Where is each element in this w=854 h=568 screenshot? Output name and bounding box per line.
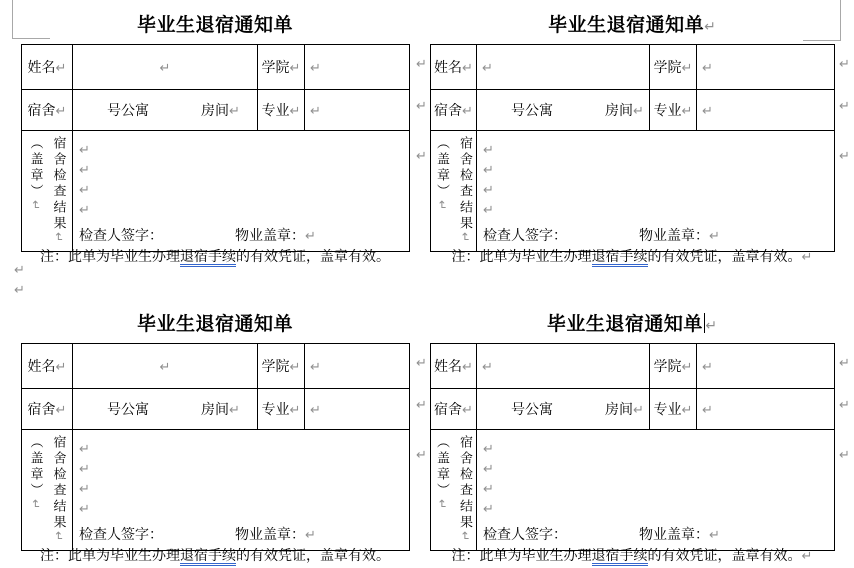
pilcrow-mark: ↵ (289, 359, 301, 374)
major-label: 专业 (653, 102, 682, 118)
pilcrow-mark: ↵ (289, 402, 301, 417)
note-suffix: 的有效凭证，盖章有效。 (236, 547, 390, 563)
row-end-mark: ↵ (416, 148, 427, 163)
note-suffix: 的有效凭证，盖章有效。 (236, 248, 390, 264)
inspector-signature-label: 检查人签字： (483, 526, 567, 542)
form-title[interactable] (21, 309, 409, 336)
note-line[interactable] (21, 545, 409, 565)
note-prefix: 注：此单为毕业生办理 (451, 248, 592, 264)
apartment-suffix-label: 号公寓 (511, 401, 553, 417)
inspector-signature-label: 检查人签字： (483, 227, 567, 243)
inspection-result-cell[interactable] (477, 131, 835, 252)
grammar-underline-text: 退宿手续 (180, 248, 236, 267)
pilcrow-mark: ↵ (681, 359, 693, 374)
major-label-cell[interactable] (258, 90, 305, 131)
pilcrow-mark: ↵ (633, 402, 644, 417)
stamp-label-vertical: （盖章）↵ (28, 435, 44, 510)
pilcrow-mark: ↵ (458, 232, 472, 243)
dorm-detail-cell[interactable] (73, 389, 258, 430)
pilcrow-mark: ↵ (483, 441, 494, 456)
pilcrow-mark: ↵ (458, 531, 472, 542)
row-end-mark: ↵ (416, 56, 427, 71)
form-title-text: 毕业生退宿通知单 (546, 314, 703, 335)
pilcrow-mark: ↵ (79, 441, 90, 456)
inspection-result-cell[interactable] (73, 430, 410, 551)
major-label: 专业 (261, 401, 290, 417)
property-stamp-label: 物业盖章： (235, 526, 305, 542)
pilcrow-mark: ↵ (310, 102, 321, 118)
pilcrow-mark: ↵ (462, 60, 473, 75)
pilcrow-mark: ↵ (435, 499, 449, 510)
dorm-label: 宿舍 (27, 401, 56, 417)
pilcrow-mark: ↵ (79, 461, 90, 476)
form-title-text: 毕业生退宿通知单 (548, 15, 705, 36)
property-stamp-label: 物业盖章： (639, 526, 709, 542)
inspection-header-cell[interactable] (431, 131, 477, 252)
college-value-cell[interactable] (305, 45, 410, 90)
note-prefix: 注：此单为毕业生办理 (40, 248, 180, 264)
name-label: 姓名 (434, 358, 463, 374)
pilcrow-mark: ↵ (681, 60, 693, 75)
stamp-label-vertical: （盖章）↵ (435, 435, 450, 510)
name-label-cell[interactable] (431, 45, 477, 90)
pilcrow-mark: ↵ (310, 358, 321, 374)
pilcrow-mark: ↵ (483, 182, 494, 197)
note-line[interactable] (430, 545, 834, 565)
pilcrow-mark: ↵ (79, 501, 90, 516)
apartment-suffix-label: 号公寓 (107, 401, 149, 417)
stamp-label-vertical: （盖章）↵ (435, 136, 450, 211)
pilcrow-mark: ↵ (310, 59, 321, 75)
name-value-cell[interactable] (477, 344, 650, 389)
dorm-label: 宿舍 (434, 401, 463, 417)
dorm-label-cell[interactable] (431, 389, 477, 430)
pilcrow-mark: ↵ (79, 182, 90, 197)
dorm-label-cell[interactable] (22, 389, 73, 430)
college-value-cell[interactable] (305, 344, 410, 389)
notice-form-top-right (427, 0, 854, 299)
dorm-detail-cell[interactable] (477, 389, 650, 430)
inspection-header-cell[interactable] (22, 430, 73, 551)
dorm-detail-cell[interactable] (477, 90, 650, 131)
pilcrow-mark: ↵ (28, 200, 43, 211)
pilcrow-mark: ↵ (55, 103, 67, 118)
pilcrow-mark: ↵ (289, 103, 301, 118)
stamp-label-vertical: （盖章）↵ (28, 136, 44, 211)
dorm-label: 宿舍 (434, 102, 463, 118)
pilcrow-mark: ↵ (801, 249, 813, 264)
pilcrow-mark: ↵ (28, 499, 43, 510)
name-value-cell[interactable] (73, 45, 258, 90)
major-label: 专业 (653, 401, 682, 417)
pilcrow-mark: ↵ (801, 548, 813, 563)
pilcrow-mark: ↵ (79, 202, 90, 217)
grammar-underline-text: 退宿手续 (592, 547, 648, 566)
pilcrow-mark: ↵ (55, 60, 67, 75)
pilcrow-mark: ↵ (482, 59, 493, 75)
name-value-cell[interactable] (73, 344, 258, 389)
dorm-label-cell[interactable] (431, 90, 477, 131)
college-label: 学院 (261, 59, 290, 75)
notice-table (21, 44, 410, 252)
row-end-mark: ↵ (839, 355, 850, 370)
pilcrow-mark: ↵ (55, 359, 67, 374)
notice-table (430, 44, 835, 252)
property-stamp-label: 物业盖章： (639, 227, 709, 243)
inspection-label-vertical: 宿舍检查结果↵ (458, 136, 473, 243)
pilcrow-mark: ↵ (305, 228, 316, 243)
pilcrow-mark: ↵ (483, 481, 494, 496)
row-end-mark: ↵ (416, 397, 427, 412)
name-label: 姓名 (27, 59, 56, 75)
form-title[interactable] (430, 10, 834, 37)
notice-form-bottom-right (427, 299, 854, 568)
college-label-cell[interactable] (650, 344, 697, 389)
inspection-label-vertical: 宿舍检查结果↵ (51, 435, 67, 542)
row-end-mark: ↵ (416, 98, 427, 113)
inspection-label-vertical: 宿舍检查结果↵ (458, 435, 473, 542)
inspector-signature-label: 检查人签字： (79, 227, 163, 243)
pilcrow-mark: ↵ (482, 358, 493, 374)
pilcrow-mark: ↵ (709, 228, 720, 243)
note-prefix: 注：此单为毕业生办理 (40, 547, 180, 563)
name-label: 姓名 (27, 358, 56, 374)
row-end-mark: ↵ (839, 56, 850, 71)
major-label-cell[interactable] (650, 90, 697, 131)
pilcrow-mark: ↵ (229, 402, 240, 417)
college-label: 学院 (261, 358, 290, 374)
pilcrow-mark: ↵ (483, 162, 494, 177)
notice-table (430, 343, 835, 551)
pilcrow-mark: ↵ (633, 103, 644, 118)
apartment-suffix-label: 号公寓 (511, 102, 553, 118)
notice-form-top-left (0, 0, 427, 299)
row-end-mark: ↵ (416, 447, 427, 462)
grammar-underline-text: 退宿手续 (592, 248, 648, 267)
dorm-detail-cell[interactable] (73, 90, 258, 131)
form-title-text: 毕业生退宿通知单 (136, 314, 293, 335)
pilcrow-mark: ↵ (483, 202, 494, 217)
room-suffix-label: 房间 (201, 102, 229, 118)
pilcrow-mark: ↵ (709, 527, 720, 542)
row-end-mark: ↵ (839, 148, 850, 163)
pilcrow-mark: ↵ (702, 59, 713, 75)
dorm-label-cell[interactable] (22, 90, 73, 131)
pilcrow-mark: ↵ (79, 481, 90, 496)
form-title-text: 毕业生退宿通知单 (136, 15, 293, 36)
pilcrow-mark: ↵ (14, 282, 25, 297)
pilcrow-mark: ↵ (483, 501, 494, 516)
dorm-label: 宿舍 (27, 102, 56, 118)
room-suffix-label: 房间 (201, 401, 229, 417)
major-label: 专业 (261, 102, 290, 118)
college-value-cell[interactable] (697, 344, 835, 389)
notice-form-bottom-left (0, 299, 427, 568)
major-value-cell[interactable] (697, 389, 835, 430)
pilcrow-mark: ↵ (483, 461, 494, 476)
pilcrow-mark: ↵ (462, 103, 473, 118)
college-label-cell[interactable] (258, 344, 305, 389)
pilcrow-mark: ↵ (55, 402, 67, 417)
name-label-cell[interactable] (22, 344, 73, 389)
pilcrow-mark: ↵ (702, 401, 713, 417)
name-label: 姓名 (434, 59, 463, 75)
pilcrow-mark: ↵ (14, 262, 25, 277)
note-suffix: 的有效凭证，盖章有效。 (647, 248, 802, 264)
pilcrow-mark: ↵ (483, 142, 494, 157)
pilcrow-mark: ↵ (462, 402, 473, 417)
pilcrow-mark: ↵ (681, 103, 693, 118)
pilcrow-mark: ↵ (305, 527, 316, 542)
inspector-signature-label: 检查人签字： (79, 526, 163, 542)
pilcrow-mark: ↵ (159, 358, 171, 374)
pilcrow-mark: ↵ (704, 18, 716, 34)
name-label-cell[interactable] (431, 344, 477, 389)
note-line[interactable] (430, 246, 834, 266)
row-end-mark: ↵ (839, 397, 850, 412)
name-label-cell[interactable] (22, 45, 73, 90)
row-end-mark: ↵ (839, 98, 850, 113)
inspection-header-cell[interactable] (431, 430, 477, 551)
notice-table (21, 343, 410, 551)
major-value-cell[interactable] (305, 389, 410, 430)
form-title[interactable] (21, 10, 409, 37)
inspection-header-cell[interactable] (22, 131, 73, 252)
college-label-cell[interactable] (650, 45, 697, 90)
apartment-suffix-label: 号公寓 (107, 102, 149, 118)
form-title[interactable] (430, 309, 834, 336)
pilcrow-mark: ↵ (435, 200, 449, 211)
row-end-mark: ↵ (839, 447, 850, 462)
college-label: 学院 (653, 59, 682, 75)
major-value-cell[interactable] (697, 90, 835, 131)
major-label-cell[interactable] (258, 389, 305, 430)
pilcrow-mark: ↵ (702, 102, 713, 118)
note-suffix: 的有效凭证，盖章有效。 (647, 547, 802, 563)
major-value-cell[interactable] (305, 90, 410, 131)
property-stamp-label: 物业盖章： (235, 227, 305, 243)
inspection-label-vertical: 宿舍检查结果↵ (51, 136, 67, 243)
inspection-result-cell[interactable] (73, 131, 410, 252)
room-suffix-label: 房间 (605, 401, 633, 417)
major-label-cell[interactable] (650, 389, 697, 430)
pilcrow-mark: ↵ (310, 401, 321, 417)
name-value-cell[interactable] (477, 45, 650, 90)
note-line[interactable] (21, 246, 409, 266)
room-suffix-label: 房间 (605, 102, 633, 118)
pilcrow-mark: ↵ (229, 103, 240, 118)
pilcrow-mark: ↵ (79, 162, 90, 177)
pilcrow-mark: ↵ (462, 359, 473, 374)
pilcrow-mark: ↵ (681, 402, 693, 417)
pilcrow-mark: ↵ (159, 59, 171, 75)
college-label-cell[interactable] (258, 45, 305, 90)
pilcrow-mark: ↵ (705, 317, 718, 333)
row-end-mark: ↵ (416, 355, 427, 370)
college-value-cell[interactable] (697, 45, 835, 90)
grammar-underline-text: 退宿手续 (180, 547, 236, 566)
pilcrow-mark: ↵ (702, 358, 713, 374)
pilcrow-mark: ↵ (289, 60, 301, 75)
pilcrow-mark: ↵ (51, 232, 66, 243)
college-label: 学院 (653, 358, 682, 374)
inspection-result-cell[interactable] (477, 430, 835, 551)
pilcrow-mark: ↵ (79, 142, 90, 157)
note-prefix: 注：此单为毕业生办理 (451, 547, 592, 563)
pilcrow-mark: ↵ (51, 531, 66, 542)
